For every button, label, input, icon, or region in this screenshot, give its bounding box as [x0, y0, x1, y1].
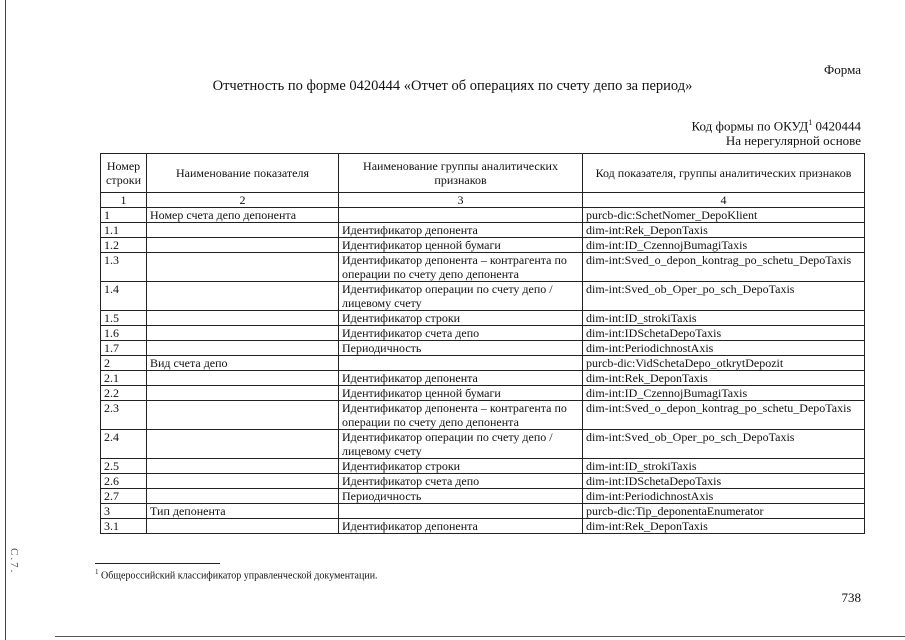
code-cell: dim-int:ID_CzennojBumagiTaxis: [583, 386, 865, 401]
header-code: Код показателя, группы аналитических признаков: [583, 154, 865, 193]
table-row: [101, 474, 865, 489]
row-number-cell: 1.5: [101, 311, 147, 326]
row-number-cell: 1.7: [101, 341, 147, 356]
table-row: [101, 430, 865, 459]
code-cell: dim-int:Sved_o_depon_kontrag_po_schetu_DepoTaxis: [583, 253, 865, 282]
footnote-text: Общероссийский классификатор управленческой документации.: [101, 570, 378, 582]
group-name-cell: Идентификатор депонента: [339, 519, 583, 534]
table-row: [101, 519, 865, 534]
table-row: [101, 282, 865, 311]
indicator-name-cell: [147, 474, 339, 489]
indicator-name-cell: [147, 430, 339, 459]
table-row: [101, 504, 865, 519]
indicator-name-cell: [147, 311, 339, 326]
row-number-cell: 2.5: [101, 459, 147, 474]
row-number-cell: 1.1: [101, 223, 147, 238]
table-row: [101, 238, 865, 253]
row-number-cell: 2.4: [101, 430, 147, 459]
row-number-cell: 2.2: [101, 386, 147, 401]
row-number-cell: 1.2: [101, 238, 147, 253]
indicator-name-cell: [147, 282, 339, 311]
margin-stamp: С.7.: [8, 548, 20, 575]
group-name-cell: Идентификатор депонента: [339, 371, 583, 386]
code-cell: dim-int:Rek_DeponTaxis: [583, 223, 865, 238]
indicator-name-cell: Вид счета депо: [147, 356, 339, 371]
indicator-name-cell: [147, 341, 339, 356]
column-number: 4: [583, 193, 865, 208]
group-name-cell: Периодичность: [339, 489, 583, 504]
code-cell: dim-int:Rek_DeponTaxis: [583, 371, 865, 386]
indicator-name-cell: [147, 489, 339, 504]
group-name-cell: [339, 356, 583, 371]
code-cell: dim-int:ID_CzennojBumagiTaxis: [583, 238, 865, 253]
table-row: [101, 459, 865, 474]
indicator-name-cell: [147, 223, 339, 238]
code-cell: dim-int:ID_strokiTaxis: [583, 459, 865, 474]
indicator-name-cell: [147, 326, 339, 341]
code-cell: purcb-dic:Tip_deponentaEnumerator: [583, 504, 865, 519]
page-title: Отчетность по форме 0420444 «Отчет об операциях по счету депо за период»: [212, 78, 693, 94]
okud-footnote-mark: 1: [808, 118, 813, 127]
row-number-cell: 2: [101, 356, 147, 371]
header-group-name: Наименование группы аналитических признаков: [339, 154, 583, 193]
row-number-cell: 1.4: [101, 282, 147, 311]
okud-code-line: [692, 118, 861, 134]
indicator-name-cell: [147, 238, 339, 253]
row-number-cell: 2.7: [101, 489, 147, 504]
row-number-cell: 3: [101, 504, 147, 519]
group-name-cell: [339, 208, 583, 223]
column-number: 1: [101, 193, 147, 208]
group-name-cell: Идентификатор счета депо: [339, 326, 583, 341]
code-cell: purcb-dic:VidSchetaDepo_otkrytDepozit: [583, 356, 865, 371]
table-row: [101, 341, 865, 356]
group-name-cell: Идентификатор депонента – контрагента по операции по счету депо депонента: [339, 401, 583, 430]
code-cell: purcb-dic:SchetNomer_DepoKlient: [583, 208, 865, 223]
table-row: [101, 401, 865, 430]
header-row-number: Номер строки: [101, 154, 147, 193]
code-cell: dim-int:PeriodichnostAxis: [583, 489, 865, 504]
table-row: [101, 326, 865, 341]
code-cell: dim-int:IDSchetaDepoTaxis: [583, 326, 865, 341]
row-number-cell: 1: [101, 208, 147, 223]
code-cell: dim-int:Rek_DeponTaxis: [583, 519, 865, 534]
group-name-cell: Идентификатор депонента – контрагента по операции по счету депо депонента: [339, 253, 583, 282]
group-name-cell: [339, 504, 583, 519]
table-row: [101, 208, 865, 223]
table-row: [101, 223, 865, 238]
indicator-name-cell: Номер счета депо депонента: [147, 208, 339, 223]
code-cell: dim-int:Sved_o_depon_kontrag_po_schetu_DepoTaxis: [583, 401, 865, 430]
column-numbers-row: [101, 193, 865, 208]
page-number: 738: [841, 590, 861, 605]
footnote-separator: [95, 563, 220, 564]
table-row: [101, 253, 865, 282]
row-number-cell: 3.1: [101, 519, 147, 534]
footnote-mark: 1: [95, 568, 99, 576]
table-row: [101, 386, 865, 401]
indicator-name-cell: [147, 519, 339, 534]
form-label: Форма: [824, 62, 861, 77]
group-name-cell: Периодичность: [339, 341, 583, 356]
okud-code-text: Код формы по ОКУД: [691, 118, 809, 134]
bottom-rule: [55, 636, 905, 637]
group-name-cell: Идентификатор депонента: [339, 223, 583, 238]
footnote: [95, 568, 378, 581]
indicator-name-cell: [147, 253, 339, 282]
table-row: [101, 311, 865, 326]
code-cell: dim-int:PeriodichnostAxis: [583, 341, 865, 356]
table-row: [101, 489, 865, 504]
code-cell: dim-int:Sved_ob_Oper_po_sch_DepoTaxis: [583, 282, 865, 311]
group-name-cell: Идентификатор строки: [339, 459, 583, 474]
row-number-cell: 2.6: [101, 474, 147, 489]
indicator-name-cell: [147, 371, 339, 386]
indicator-name-cell: Тип депонента: [147, 504, 339, 519]
row-number-cell: 1.3: [101, 253, 147, 282]
code-cell: dim-int:IDSchetaDepoTaxis: [583, 474, 865, 489]
group-name-cell: Идентификатор строки: [339, 311, 583, 326]
indicator-name-cell: [147, 386, 339, 401]
okud-code-value: 0420444: [815, 118, 861, 134]
column-number: 3: [339, 193, 583, 208]
group-name-cell: Идентификатор ценной бумаги: [339, 238, 583, 253]
row-number-cell: 2.1: [101, 371, 147, 386]
group-name-cell: Идентификатор ценной бумаги: [339, 386, 583, 401]
left-margin-rule: [5, 0, 6, 640]
indicator-name-cell: [147, 401, 339, 430]
row-number-cell: 2.3: [101, 401, 147, 430]
code-cell: dim-int:Sved_ob_Oper_po_sch_DepoTaxis: [583, 430, 865, 459]
periodicity-note: На нерегулярной основе: [725, 133, 861, 148]
table-body: [101, 208, 865, 534]
indicators-table: [100, 153, 865, 534]
code-cell: dim-int:ID_strokiTaxis: [583, 311, 865, 326]
group-name-cell: Идентификатор счета депо: [339, 474, 583, 489]
indicator-name-cell: [147, 459, 339, 474]
row-number-cell: 1.6: [101, 326, 147, 341]
column-number: 2: [147, 193, 339, 208]
table-header-row: [101, 154, 865, 193]
table-row: [101, 356, 865, 371]
group-name-cell: Идентификатор операции по счету депо / лицевому счету: [339, 430, 583, 459]
header-indicator-name: Наименование показателя: [147, 154, 339, 193]
group-name-cell: Идентификатор операции по счету депо / лицевому счету: [339, 282, 583, 311]
table-row: [101, 371, 865, 386]
